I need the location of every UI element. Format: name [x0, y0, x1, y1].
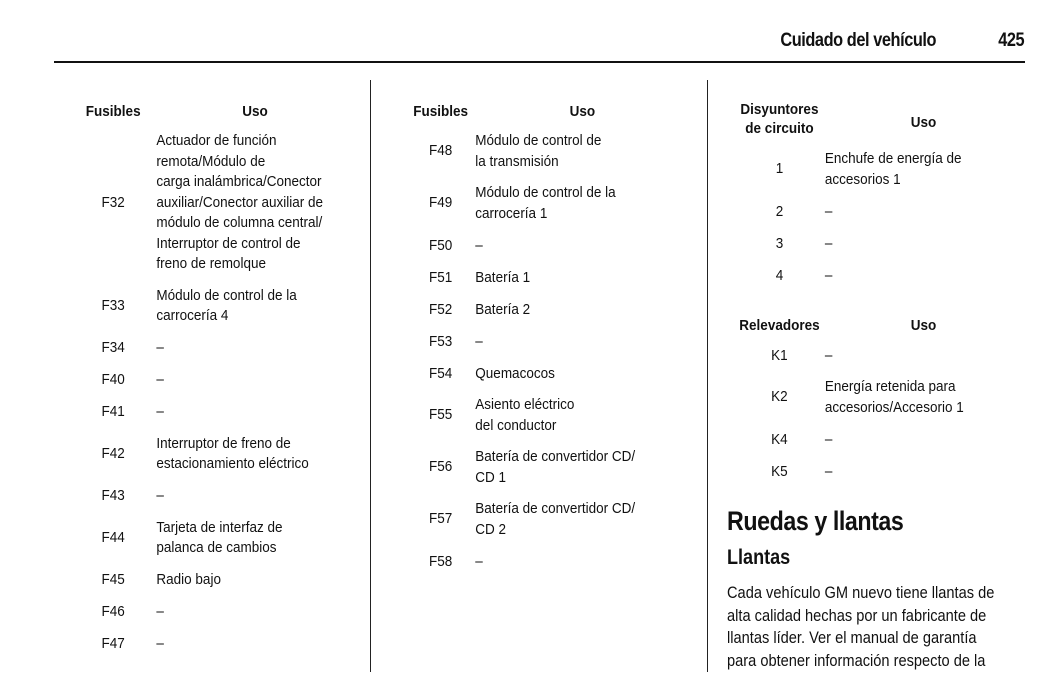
row-code: 1 — [775, 160, 784, 178]
column-divider-2 — [707, 80, 708, 672]
table-row — [406, 390, 690, 442]
use-line: – — [156, 339, 164, 357]
table-row — [406, 442, 690, 494]
row-code: F55 — [429, 406, 453, 424]
table-row — [734, 372, 1022, 424]
row-code: K5 — [771, 462, 788, 480]
use-line: – — [156, 487, 164, 505]
use-line: Interruptor de control de — [156, 234, 301, 252]
row-use — [156, 281, 353, 333]
use-line: – — [824, 462, 833, 480]
body-line: para obtener información respecto de la — [727, 650, 986, 670]
use-line: – — [824, 346, 833, 364]
use-line: Módulo de control de la — [475, 184, 616, 201]
use-line: – — [824, 266, 833, 284]
table-row — [734, 424, 1022, 456]
table-row — [70, 629, 354, 661]
use-line: Energía retenida para — [824, 378, 956, 395]
row-use — [475, 262, 689, 294]
table-row — [70, 481, 354, 513]
use-line: módulo de columna central/ — [156, 214, 323, 231]
row-code: F47 — [101, 635, 125, 653]
use-line: palanca de cambios — [156, 539, 277, 556]
row-use — [825, 340, 1022, 372]
col-header-fusibles: Fusibles — [413, 102, 469, 120]
row-code: F51 — [429, 268, 453, 286]
table-row — [734, 456, 1022, 488]
col-header-uso: Uso — [910, 113, 937, 131]
row-code: 2 — [775, 202, 784, 220]
col-header-disyuntores — [734, 100, 825, 144]
row-code: 3 — [775, 234, 784, 252]
col-header-uso: Uso — [910, 316, 937, 334]
row-use — [475, 230, 689, 262]
relay-table — [734, 310, 1022, 488]
use-line: Batería 2 — [475, 300, 531, 318]
body-line: Cada vehículo GM nuevo tiene llantas de — [727, 583, 995, 602]
use-line: – — [156, 635, 164, 653]
table-row — [406, 546, 690, 578]
use-line: Actuador de función — [156, 132, 277, 149]
table-row — [70, 281, 354, 333]
body-paragraph — [727, 582, 1019, 672]
row-use — [156, 513, 353, 565]
row-use — [156, 126, 353, 281]
header-line: Disyuntores — [740, 101, 819, 118]
header-line: de circuito — [745, 120, 814, 137]
row-use — [825, 228, 1022, 260]
table-row — [406, 230, 690, 262]
row-use — [156, 597, 353, 629]
table-row — [70, 397, 354, 429]
row-code: F45 — [101, 571, 125, 589]
row-code: F56 — [429, 458, 453, 476]
section-heading: Ruedas y llantas — [727, 506, 904, 536]
row-use — [156, 397, 353, 429]
row-use — [475, 358, 689, 390]
row-code: F49 — [429, 194, 453, 212]
row-use — [156, 365, 353, 397]
row-code: 4 — [775, 266, 784, 284]
table-row — [70, 365, 354, 397]
col-header-relevadores: Relevadores — [739, 316, 820, 334]
row-code: F42 — [101, 444, 125, 462]
use-line: carga inalámbrica/Conector — [156, 173, 322, 190]
use-line: – — [156, 403, 164, 421]
use-line: – — [156, 371, 164, 389]
column-divider-1 — [370, 80, 371, 672]
row-code: K1 — [771, 346, 788, 364]
row-code: F58 — [429, 552, 453, 570]
use-line: la transmisión — [475, 152, 559, 170]
running-header-title: Cuidado del vehículo — [780, 30, 936, 51]
relay-table-body — [734, 340, 1022, 488]
row-use — [825, 424, 1022, 456]
row-use — [475, 178, 689, 230]
fuse-table-1-body — [70, 126, 354, 661]
row-use — [825, 144, 1022, 196]
table-row — [406, 294, 690, 326]
use-line: – — [824, 430, 833, 448]
table-row — [70, 429, 354, 481]
row-use — [825, 456, 1022, 488]
use-line: accesorios 1 — [824, 170, 901, 188]
table-row — [70, 597, 354, 629]
use-line: del conductor — [475, 416, 557, 434]
fuse-table-2-body — [406, 126, 690, 578]
row-use — [475, 442, 689, 494]
use-line: – — [475, 236, 483, 254]
table-row — [734, 260, 1022, 292]
row-use — [156, 429, 353, 481]
use-line: Enchufe de energía de — [824, 150, 962, 167]
row-use — [156, 333, 353, 365]
fuse-table-1-grid — [70, 96, 354, 661]
use-line: remota/Módulo de — [156, 152, 266, 170]
table-row — [734, 228, 1022, 260]
row-use — [825, 372, 1022, 424]
use-line: accesorios/Accesorio 1 — [824, 398, 964, 416]
fuse-table-2-grid — [406, 96, 690, 578]
use-line: freno de remolque — [156, 255, 266, 272]
use-line: Interruptor de freno de — [156, 434, 291, 452]
row-code: F52 — [429, 300, 453, 318]
row-use — [825, 196, 1022, 228]
table-row — [70, 126, 354, 281]
col-header-uso: Uso — [569, 102, 596, 120]
use-line: CD 1 — [475, 468, 507, 486]
row-use — [156, 565, 353, 597]
row-code: F32 — [101, 193, 125, 211]
use-line: CD 2 — [475, 520, 507, 538]
table-row — [406, 262, 690, 294]
row-code: K4 — [771, 430, 788, 448]
row-use — [475, 326, 689, 358]
table-row — [734, 144, 1022, 196]
fuse-table-1 — [70, 96, 360, 661]
table-row — [70, 565, 354, 597]
use-line: – — [156, 603, 164, 621]
row-use — [156, 481, 353, 513]
row-code: F43 — [101, 487, 125, 505]
use-line: carrocería 4 — [156, 307, 229, 324]
table-row — [406, 126, 690, 178]
use-line: Batería 1 — [475, 268, 531, 286]
row-code: F57 — [429, 510, 453, 528]
table-row — [70, 333, 354, 365]
row-use — [475, 294, 689, 326]
breaker-table-body — [734, 144, 1022, 292]
use-line: Batería de convertidor CD/ — [475, 448, 636, 465]
col-header-uso: Uso — [242, 102, 268, 120]
use-line: Batería de convertidor CD/ — [475, 500, 636, 517]
fuse-table-2 — [406, 96, 696, 578]
row-code: F34 — [101, 339, 125, 357]
page-number: 425 — [998, 30, 1024, 51]
use-line: estacionamiento eléctrico — [156, 455, 309, 472]
use-line: Radio bajo — [156, 571, 221, 589]
row-code: F44 — [101, 528, 125, 546]
row-code: F41 — [101, 403, 125, 421]
row-use — [475, 126, 689, 178]
row-code: F46 — [101, 603, 125, 621]
row-code: F33 — [101, 296, 125, 314]
body-line: alta calidad hechas por un fabricante de — [727, 605, 987, 625]
row-code: F53 — [429, 332, 453, 350]
use-line: auxiliar/Conector auxiliar de — [156, 193, 323, 211]
use-line: carrocería 1 — [475, 204, 548, 222]
row-use — [475, 546, 689, 578]
row-use — [825, 260, 1022, 292]
use-line: Módulo de control de — [475, 132, 602, 149]
section-subheading: Llantas — [727, 546, 791, 569]
table-row — [406, 494, 690, 546]
table-row — [406, 326, 690, 358]
use-line: – — [475, 332, 483, 350]
row-code: F48 — [429, 142, 453, 160]
table-row — [734, 340, 1022, 372]
col-header-fusibles: Fusibles — [85, 102, 141, 120]
row-code: K2 — [771, 388, 788, 406]
row-use — [156, 629, 353, 661]
row-use — [475, 494, 689, 546]
table-row — [70, 513, 354, 565]
use-line: Módulo de control de la — [156, 286, 297, 304]
breaker-table — [734, 100, 1022, 292]
row-code: F54 — [429, 364, 453, 382]
body-line: llantas líder. Ver el manual de garantía — [727, 628, 977, 647]
use-line: Quemacocos — [475, 364, 555, 382]
use-line: – — [475, 552, 483, 570]
use-line: Asiento eléctrico — [475, 396, 575, 413]
table-row — [734, 196, 1022, 228]
row-use — [475, 390, 689, 442]
use-line: Tarjeta de interfaz de — [156, 518, 283, 536]
use-line: – — [824, 202, 833, 220]
header-rule — [54, 61, 1025, 63]
spacer — [734, 292, 1004, 310]
use-line: – — [824, 234, 833, 252]
row-code: F40 — [101, 371, 125, 389]
row-code: F50 — [429, 236, 453, 254]
table-row — [406, 178, 690, 230]
table-row — [406, 358, 690, 390]
breaker-relay-tables — [734, 100, 1034, 488]
